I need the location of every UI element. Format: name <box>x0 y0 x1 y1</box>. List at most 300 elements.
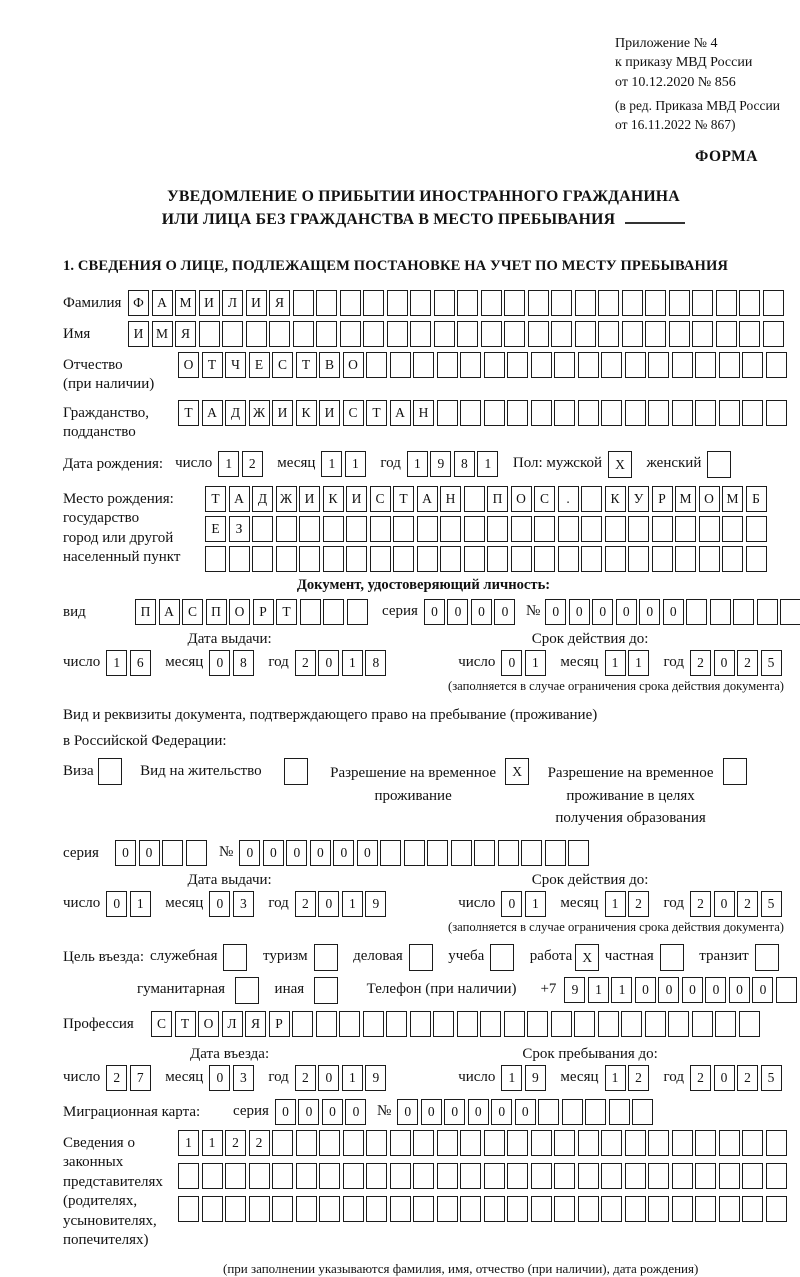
form-cell[interactable] <box>601 1163 622 1189</box>
form-cell[interactable]: 0 <box>682 977 703 1003</box>
form-cell[interactable] <box>434 321 455 347</box>
form-cell[interactable]: . <box>558 486 579 512</box>
form-cell[interactable]: Ч <box>225 352 246 378</box>
form-cell[interactable]: 1 <box>605 650 626 676</box>
form-cell[interactable] <box>601 400 622 426</box>
form-cell[interactable] <box>410 290 431 316</box>
form-cell[interactable] <box>434 290 455 316</box>
form-cell[interactable] <box>578 1163 599 1189</box>
form-cell[interactable] <box>601 352 622 378</box>
form-cell[interactable] <box>686 599 707 625</box>
form-cell[interactable] <box>370 546 391 572</box>
form-cell[interactable] <box>722 516 743 542</box>
form-cell[interactable] <box>347 599 368 625</box>
form-cell[interactable]: Е <box>249 352 270 378</box>
form-cell[interactable] <box>598 321 619 347</box>
form-cell[interactable] <box>766 1130 787 1156</box>
form-cell[interactable]: И <box>272 400 293 426</box>
form-cell[interactable] <box>346 546 367 572</box>
form-cell[interactable] <box>484 1163 505 1189</box>
form-cell[interactable] <box>710 599 731 625</box>
form-cell[interactable] <box>746 516 767 542</box>
form-cell[interactable] <box>346 516 367 542</box>
form-cell[interactable] <box>460 1163 481 1189</box>
form-cell[interactable]: Т <box>175 1011 196 1037</box>
form-cell[interactable] <box>534 516 555 542</box>
form-cell[interactable] <box>652 546 673 572</box>
form-cell[interactable] <box>410 1011 431 1037</box>
form-cell[interactable] <box>487 546 508 572</box>
form-cell[interactable]: 1 <box>178 1130 199 1156</box>
form-cell[interactable] <box>387 290 408 316</box>
form-cell[interactable] <box>746 546 767 572</box>
form-cell[interactable]: К <box>323 486 344 512</box>
form-cell[interactable] <box>409 944 433 971</box>
form-cell[interactable]: 0 <box>286 840 307 866</box>
form-cell[interactable]: 2 <box>242 451 263 477</box>
form-cell[interactable] <box>695 1130 716 1156</box>
form-cell[interactable] <box>715 1011 736 1037</box>
form-cell[interactable]: З <box>229 516 250 542</box>
form-cell[interactable] <box>413 1196 434 1222</box>
form-cell[interactable] <box>299 516 320 542</box>
form-cell[interactable]: 8 <box>233 650 254 676</box>
form-cell[interactable]: А <box>202 400 223 426</box>
form-cell[interactable] <box>296 1163 317 1189</box>
form-cell[interactable] <box>98 758 122 785</box>
form-cell[interactable] <box>531 400 552 426</box>
form-cell[interactable]: 0 <box>635 977 656 1003</box>
form-cell[interactable] <box>562 1099 583 1125</box>
form-cell[interactable] <box>719 400 740 426</box>
form-cell[interactable]: 0 <box>318 650 339 676</box>
form-cell[interactable]: И <box>319 400 340 426</box>
form-cell[interactable] <box>648 400 669 426</box>
form-cell[interactable] <box>605 516 626 542</box>
form-cell[interactable] <box>625 352 646 378</box>
form-cell[interactable] <box>625 400 646 426</box>
form-cell[interactable]: X <box>505 758 529 785</box>
form-cell[interactable]: 9 <box>564 977 585 1003</box>
form-cell[interactable] <box>551 290 572 316</box>
form-cell[interactable] <box>292 1011 313 1037</box>
form-cell[interactable]: Р <box>269 1011 290 1037</box>
form-cell[interactable] <box>699 546 720 572</box>
form-cell[interactable]: Т <box>366 400 387 426</box>
form-cell[interactable] <box>578 1196 599 1222</box>
form-cell[interactable] <box>340 290 361 316</box>
form-cell[interactable] <box>413 352 434 378</box>
form-cell[interactable]: Я <box>175 321 196 347</box>
form-cell[interactable] <box>766 352 787 378</box>
form-cell[interactable]: 1 <box>605 1065 626 1091</box>
form-cell[interactable] <box>413 1130 434 1156</box>
form-cell[interactable] <box>343 1130 364 1156</box>
form-cell[interactable] <box>437 1163 458 1189</box>
form-cell[interactable]: К <box>296 400 317 426</box>
form-cell[interactable] <box>314 977 338 1004</box>
form-cell[interactable]: 7 <box>130 1065 151 1091</box>
form-cell[interactable] <box>716 290 737 316</box>
form-cell[interactable]: А <box>229 486 250 512</box>
form-cell[interactable]: 8 <box>365 650 386 676</box>
form-cell[interactable]: 0 <box>752 977 773 1003</box>
form-cell[interactable] <box>511 516 532 542</box>
form-cell[interactable] <box>299 546 320 572</box>
form-cell[interactable]: 2 <box>295 891 316 917</box>
form-cell[interactable] <box>578 1130 599 1156</box>
form-cell[interactable] <box>390 1163 411 1189</box>
form-cell[interactable] <box>178 1196 199 1222</box>
form-cell[interactable]: Д <box>225 400 246 426</box>
form-cell[interactable] <box>457 1011 478 1037</box>
form-cell[interactable] <box>229 546 250 572</box>
form-cell[interactable] <box>722 546 743 572</box>
form-cell[interactable] <box>652 516 673 542</box>
form-cell[interactable] <box>675 516 696 542</box>
form-cell[interactable]: 0 <box>447 599 468 625</box>
form-cell[interactable] <box>622 321 643 347</box>
form-cell[interactable]: 1 <box>321 451 342 477</box>
form-cell[interactable]: П <box>135 599 156 625</box>
form-cell[interactable] <box>521 840 542 866</box>
form-cell[interactable] <box>742 1130 763 1156</box>
form-cell[interactable]: 0 <box>115 840 136 866</box>
form-cell[interactable] <box>648 1196 669 1222</box>
form-cell[interactable] <box>293 290 314 316</box>
form-cell[interactable]: 1 <box>202 1130 223 1156</box>
form-cell[interactable] <box>625 1130 646 1156</box>
form-cell[interactable] <box>699 516 720 542</box>
form-cell[interactable]: 0 <box>139 840 160 866</box>
form-cell[interactable]: 2 <box>737 1065 758 1091</box>
form-cell[interactable] <box>316 321 337 347</box>
form-cell[interactable] <box>609 1099 630 1125</box>
form-cell[interactable] <box>272 1196 293 1222</box>
form-cell[interactable]: О <box>178 352 199 378</box>
form-cell[interactable] <box>437 352 458 378</box>
form-cell[interactable] <box>554 1130 575 1156</box>
form-cell[interactable]: 0 <box>468 1099 489 1125</box>
form-cell[interactable] <box>742 352 763 378</box>
form-cell[interactable] <box>460 1196 481 1222</box>
form-cell[interactable] <box>276 516 297 542</box>
form-cell[interactable] <box>672 1196 693 1222</box>
form-cell[interactable]: И <box>199 290 220 316</box>
form-cell[interactable]: 1 <box>342 650 363 676</box>
form-cell[interactable]: 0 <box>569 599 590 625</box>
form-cell[interactable] <box>742 1196 763 1222</box>
form-cell[interactable] <box>554 1163 575 1189</box>
form-cell[interactable] <box>742 1163 763 1189</box>
form-cell[interactable]: М <box>152 321 173 347</box>
form-cell[interactable]: 0 <box>494 599 515 625</box>
form-cell[interactable] <box>668 1011 689 1037</box>
form-cell[interactable]: 0 <box>501 650 522 676</box>
form-cell[interactable] <box>528 290 549 316</box>
form-cell[interactable]: 0 <box>424 599 445 625</box>
form-cell[interactable]: Р <box>253 599 274 625</box>
form-cell[interactable]: Н <box>413 400 434 426</box>
form-cell[interactable] <box>484 1130 505 1156</box>
form-cell[interactable] <box>581 546 602 572</box>
form-cell[interactable]: 0 <box>714 891 735 917</box>
form-cell[interactable]: 5 <box>761 891 782 917</box>
form-cell[interactable]: 0 <box>209 891 230 917</box>
form-cell[interactable] <box>763 321 784 347</box>
form-cell[interactable]: 2 <box>628 891 649 917</box>
form-cell[interactable] <box>504 290 525 316</box>
form-cell[interactable]: 2 <box>295 650 316 676</box>
form-cell[interactable] <box>225 1163 246 1189</box>
form-cell[interactable] <box>507 1163 528 1189</box>
form-cell[interactable]: 2 <box>690 891 711 917</box>
form-cell[interactable] <box>719 1196 740 1222</box>
form-cell[interactable]: 0 <box>318 1065 339 1091</box>
form-cell[interactable] <box>766 1196 787 1222</box>
form-cell[interactable] <box>363 1011 384 1037</box>
form-cell[interactable]: Ж <box>276 486 297 512</box>
form-cell[interactable]: 2 <box>225 1130 246 1156</box>
form-cell[interactable] <box>554 400 575 426</box>
form-cell[interactable] <box>460 400 481 426</box>
form-cell[interactable] <box>672 400 693 426</box>
form-cell[interactable]: 0 <box>714 650 735 676</box>
form-cell[interactable]: Е <box>205 516 226 542</box>
form-cell[interactable]: 0 <box>322 1099 343 1125</box>
form-cell[interactable]: И <box>346 486 367 512</box>
form-cell[interactable]: 0 <box>471 599 492 625</box>
form-cell[interactable] <box>296 1196 317 1222</box>
form-cell[interactable] <box>504 321 525 347</box>
form-cell[interactable] <box>284 758 308 785</box>
form-cell[interactable]: С <box>182 599 203 625</box>
form-cell[interactable] <box>440 546 461 572</box>
form-cell[interactable] <box>551 1011 572 1037</box>
form-cell[interactable] <box>742 400 763 426</box>
form-cell[interactable] <box>621 1011 642 1037</box>
form-cell[interactable] <box>319 1163 340 1189</box>
form-cell[interactable]: 0 <box>333 840 354 866</box>
form-cell[interactable]: 0 <box>310 840 331 866</box>
form-cell[interactable]: О <box>699 486 720 512</box>
form-cell[interactable] <box>366 352 387 378</box>
form-cell[interactable] <box>457 290 478 316</box>
form-cell[interactable]: Т <box>296 352 317 378</box>
form-cell[interactable] <box>507 400 528 426</box>
form-cell[interactable] <box>695 352 716 378</box>
form-cell[interactable] <box>339 1011 360 1037</box>
form-cell[interactable] <box>780 599 800 625</box>
form-cell[interactable] <box>695 1196 716 1222</box>
form-cell[interactable] <box>504 1011 525 1037</box>
form-cell[interactable] <box>575 290 596 316</box>
form-cell[interactable] <box>581 486 602 512</box>
form-cell[interactable] <box>763 290 784 316</box>
form-cell[interactable]: 0 <box>209 1065 230 1091</box>
form-cell[interactable] <box>598 290 619 316</box>
form-cell[interactable]: 0 <box>209 650 230 676</box>
form-cell[interactable] <box>370 516 391 542</box>
form-cell[interactable] <box>223 944 247 971</box>
form-cell[interactable] <box>481 321 502 347</box>
form-cell[interactable]: У <box>628 486 649 512</box>
form-cell[interactable] <box>672 352 693 378</box>
form-cell[interactable] <box>534 546 555 572</box>
form-cell[interactable] <box>632 1099 653 1125</box>
form-cell[interactable]: 0 <box>491 1099 512 1125</box>
form-cell[interactable] <box>235 977 259 1004</box>
form-cell[interactable] <box>585 1099 606 1125</box>
form-cell[interactable] <box>249 1163 270 1189</box>
form-cell[interactable] <box>498 840 519 866</box>
form-cell[interactable] <box>464 516 485 542</box>
form-cell[interactable] <box>269 321 290 347</box>
form-cell[interactable]: И <box>299 486 320 512</box>
form-cell[interactable]: 0 <box>515 1099 536 1125</box>
form-cell[interactable] <box>719 1130 740 1156</box>
form-cell[interactable] <box>645 321 666 347</box>
form-cell[interactable] <box>205 546 226 572</box>
form-cell[interactable] <box>776 977 797 1003</box>
form-cell[interactable]: М <box>675 486 696 512</box>
form-cell[interactable] <box>707 451 731 478</box>
form-cell[interactable]: Д <box>252 486 273 512</box>
form-cell[interactable] <box>484 352 505 378</box>
form-cell[interactable] <box>252 516 273 542</box>
form-cell[interactable] <box>628 546 649 572</box>
form-cell[interactable]: 1 <box>345 451 366 477</box>
form-cell[interactable] <box>480 1011 501 1037</box>
form-cell[interactable] <box>440 516 461 542</box>
form-cell[interactable]: 1 <box>106 650 127 676</box>
form-cell[interactable]: Н <box>440 486 461 512</box>
form-cell[interactable]: 1 <box>611 977 632 1003</box>
form-cell[interactable]: 1 <box>342 891 363 917</box>
form-cell[interactable] <box>457 321 478 347</box>
form-cell[interactable] <box>202 1196 223 1222</box>
form-cell[interactable] <box>733 599 754 625</box>
form-cell[interactable]: А <box>152 290 173 316</box>
form-cell[interactable] <box>246 321 267 347</box>
form-cell[interactable]: 0 <box>357 840 378 866</box>
form-cell[interactable] <box>464 546 485 572</box>
form-cell[interactable] <box>464 486 485 512</box>
form-cell[interactable] <box>460 1130 481 1156</box>
form-cell[interactable]: Л <box>222 290 243 316</box>
form-cell[interactable] <box>340 321 361 347</box>
form-cell[interactable] <box>554 1196 575 1222</box>
form-cell[interactable] <box>363 321 384 347</box>
form-cell[interactable] <box>568 840 589 866</box>
form-cell[interactable] <box>178 1163 199 1189</box>
form-cell[interactable] <box>323 516 344 542</box>
form-cell[interactable] <box>410 321 431 347</box>
form-cell[interactable] <box>511 546 532 572</box>
form-cell[interactable] <box>393 516 414 542</box>
form-cell[interactable]: 0 <box>421 1099 442 1125</box>
form-cell[interactable]: X <box>575 944 599 971</box>
form-cell[interactable]: 0 <box>318 891 339 917</box>
form-cell[interactable] <box>551 321 572 347</box>
form-cell[interactable] <box>598 1011 619 1037</box>
form-cell[interactable]: П <box>206 599 227 625</box>
form-cell[interactable]: 2 <box>628 1065 649 1091</box>
form-cell[interactable] <box>272 1130 293 1156</box>
form-cell[interactable] <box>527 1011 548 1037</box>
form-cell[interactable] <box>648 1163 669 1189</box>
form-cell[interactable] <box>625 1163 646 1189</box>
form-cell[interactable] <box>293 321 314 347</box>
form-cell[interactable] <box>622 290 643 316</box>
form-cell[interactable]: С <box>534 486 555 512</box>
form-cell[interactable] <box>739 290 760 316</box>
form-cell[interactable] <box>186 840 207 866</box>
form-cell[interactable] <box>437 400 458 426</box>
form-cell[interactable] <box>575 321 596 347</box>
form-cell[interactable] <box>695 1163 716 1189</box>
form-cell[interactable]: 3 <box>233 891 254 917</box>
form-cell[interactable] <box>323 546 344 572</box>
form-cell[interactable] <box>672 1130 693 1156</box>
form-cell[interactable] <box>417 546 438 572</box>
form-cell[interactable]: 5 <box>761 1065 782 1091</box>
form-cell[interactable]: Т <box>205 486 226 512</box>
form-cell[interactable] <box>581 516 602 542</box>
form-cell[interactable]: А <box>417 486 438 512</box>
form-cell[interactable] <box>625 1196 646 1222</box>
form-cell[interactable]: 0 <box>106 891 127 917</box>
form-cell[interactable] <box>558 546 579 572</box>
form-cell[interactable] <box>366 1196 387 1222</box>
form-cell[interactable] <box>669 290 690 316</box>
form-cell[interactable] <box>578 400 599 426</box>
form-cell[interactable] <box>484 400 505 426</box>
form-cell[interactable] <box>628 516 649 542</box>
form-cell[interactable] <box>605 546 626 572</box>
form-cell[interactable] <box>578 352 599 378</box>
form-cell[interactable] <box>319 1196 340 1222</box>
form-cell[interactable] <box>545 840 566 866</box>
form-cell[interactable]: Л <box>222 1011 243 1037</box>
form-cell[interactable]: 2 <box>690 650 711 676</box>
form-cell[interactable]: 0 <box>545 599 566 625</box>
form-cell[interactable] <box>343 1196 364 1222</box>
form-cell[interactable]: 0 <box>592 599 613 625</box>
form-cell[interactable]: О <box>198 1011 219 1037</box>
form-cell[interactable]: 9 <box>430 451 451 477</box>
form-cell[interactable] <box>723 758 747 785</box>
form-cell[interactable]: 1 <box>525 891 546 917</box>
form-cell[interactable] <box>766 400 787 426</box>
form-cell[interactable]: 8 <box>454 451 475 477</box>
form-cell[interactable]: С <box>370 486 391 512</box>
form-cell[interactable]: К <box>605 486 626 512</box>
form-cell[interactable] <box>319 1130 340 1156</box>
form-cell[interactable] <box>755 944 779 971</box>
form-cell[interactable]: 0 <box>263 840 284 866</box>
form-cell[interactable] <box>716 321 737 347</box>
form-cell[interactable]: 0 <box>616 599 637 625</box>
form-cell[interactable] <box>380 840 401 866</box>
form-cell[interactable] <box>695 400 716 426</box>
form-cell[interactable] <box>739 1011 760 1037</box>
form-cell[interactable]: 1 <box>342 1065 363 1091</box>
form-cell[interactable]: 1 <box>628 650 649 676</box>
form-cell[interactable]: 9 <box>525 1065 546 1091</box>
form-cell[interactable] <box>437 1196 458 1222</box>
form-cell[interactable]: 2 <box>295 1065 316 1091</box>
